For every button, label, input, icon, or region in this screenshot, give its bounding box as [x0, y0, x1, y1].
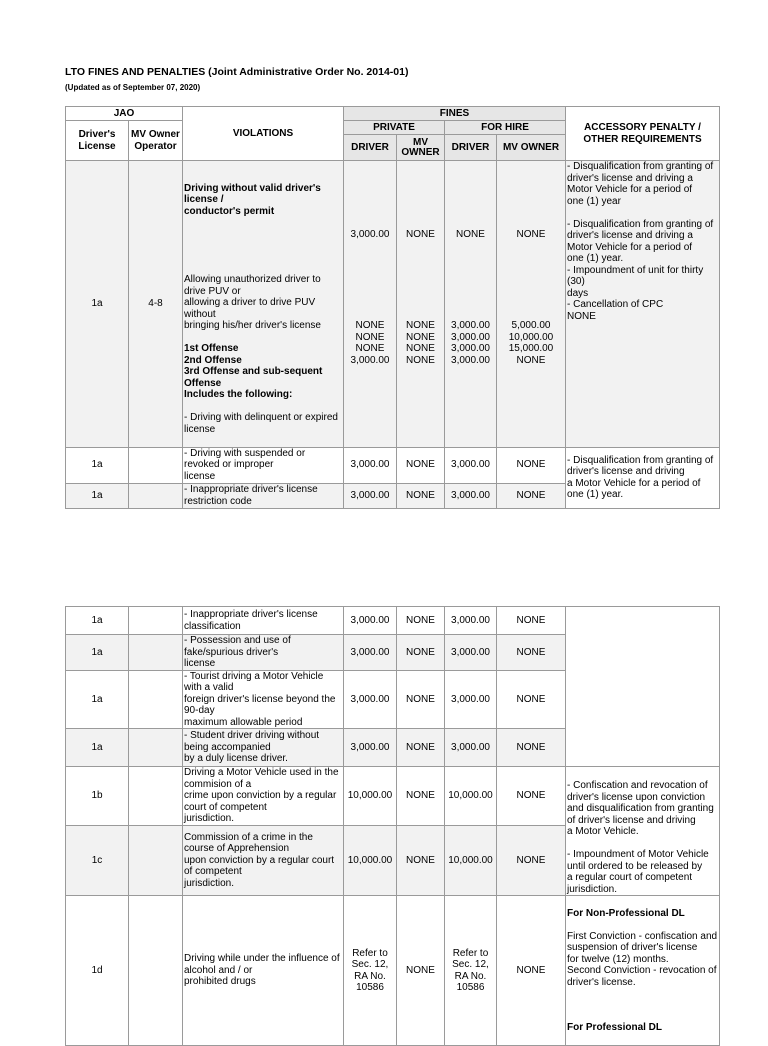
t2-row-operator — [129, 729, 183, 767]
t2-row-private-owner: NONE — [397, 635, 445, 671]
t2-row-private-owner: NONE — [397, 607, 445, 635]
row2-private-owner: NONE — [397, 447, 445, 483]
row2-operator — [129, 447, 183, 483]
t2-row-violation: Driving a Motor Vehicle used in the commision of a crime upon conviction by a regular court of competent jurisdiction. — [183, 767, 344, 826]
row1-violation — [183, 161, 344, 448]
non-professional-dl-text: First Conviction - confiscation and suspension of driver's license for twelve (12) months. Second Conviction - revocation of driver's license. — [567, 930, 718, 988]
row1-operator: 4-8 — [129, 161, 183, 448]
header-private: PRIVATE — [344, 121, 445, 135]
t2-row-hire-owner: NONE — [497, 826, 566, 896]
fines-table-2 — [65, 606, 720, 1046]
t2-row-hire-driver: 10,000.00 — [445, 826, 497, 896]
professional-dl-heading: For Professional DL — [567, 1022, 663, 1033]
row1-private-owner-b: NONE NONE NONE NONE — [406, 320, 435, 366]
t2-row-code: 1a — [66, 635, 129, 671]
row1-private-driver-b: NONE NONE NONE 3,000.00 — [350, 320, 390, 366]
t2-row-operator — [129, 896, 183, 1046]
t2-row-hire-owner: NONE — [497, 635, 566, 671]
t2-row-private-owner: NONE — [397, 896, 445, 1046]
t2-row-hire-owner: NONE — [497, 670, 566, 729]
t2-row-private-driver: 3,000.00 — [344, 670, 397, 729]
t2-row-private-owner: NONE — [397, 826, 445, 896]
t2-row-hire-driver: 3,000.00 — [445, 607, 497, 635]
non-professional-dl-heading: For Non-Professional DL — [567, 907, 685, 919]
t2-row-violation: - Student driver driving without being accompanied by a duly license driver. — [183, 729, 344, 767]
header-for-hire: FOR HIRE — [445, 121, 566, 135]
t2-row-operator — [129, 635, 183, 671]
row1-hire-owner — [497, 161, 566, 448]
t2-row-private-driver: Refer to Sec. 12, RA No. 10586 — [344, 896, 397, 1046]
t2-row-private-owner: NONE — [397, 729, 445, 767]
document-subtitle: (Updated as of September 07, 2020) — [65, 83, 201, 92]
t2-row-hire-owner: NONE — [497, 767, 566, 826]
header-jao: JAO — [66, 107, 183, 121]
row3-hire-driver: 3,000.00 — [445, 483, 497, 508]
t2-accessory-d — [566, 896, 720, 1046]
t2-row-hire-owner: NONE — [497, 896, 566, 1046]
row3-private-driver: 3,000.00 — [344, 483, 397, 508]
t2-row-operator — [129, 670, 183, 729]
row3-code: 1a — [66, 483, 129, 508]
t2-row-violation: Commission of a crime in the course of Apprehension upon conviction by a regular court of competent jurisdiction. — [183, 826, 344, 896]
row1-private-driver-a: 3,000.00 — [350, 228, 390, 240]
row1-code: 1a — [66, 161, 129, 448]
t2-row-operator — [129, 607, 183, 635]
header-accessory: ACCESSORY PENALTY / OTHER REQUIREMENTS — [566, 107, 720, 161]
row2-hire-owner: NONE — [497, 447, 566, 483]
t2-row-code: 1a — [66, 670, 129, 729]
row1-hire-owner-b: 5,000.00 10,000.00 15,000.00 NONE — [508, 320, 554, 366]
row2-hire-driver: 3,000.00 — [445, 447, 497, 483]
row1-hire-driver-a: NONE — [456, 228, 485, 240]
t2-row-hire-driver: 3,000.00 — [445, 635, 497, 671]
row2-code: 1a — [66, 447, 129, 483]
header-hire-mv-owner: MV OWNER — [497, 135, 566, 161]
row2-private-driver: 3,000.00 — [344, 447, 397, 483]
t2-row-violation: Driving while under the influence of alcohol and / or prohibited drugs — [183, 896, 344, 1046]
header-hire-driver: DRIVER — [445, 135, 497, 161]
row1-accessory: - Disqualification from granting of driver's license and driving a Motor Vehicle for a period of one (1) year - Disqualification from granting of driver's license and driving a Motor Vehicle for a period of one (1) year. - Impoundment of unit for thirty (30) days - Cancellation of CPC NONE — [566, 161, 720, 448]
t2-row-hire-owner: NONE — [497, 729, 566, 767]
row1-violation-unauthorized: Allowing unauthorized driver to drive PUV or allowing a driver to drive PUV without bringing his/her driver's license — [184, 274, 321, 331]
row1-private-owner — [397, 161, 445, 448]
t2-accessory-empty — [566, 607, 720, 767]
row3-private-owner: NONE — [397, 483, 445, 508]
header-mv-owner-operator: MV Owner Operator — [129, 121, 183, 161]
header-private-driver: DRIVER — [344, 135, 397, 161]
row1-hire-owner-a: NONE — [516, 228, 546, 240]
row1-violation-heading: Driving without valid driver's license / conductor's permit — [184, 182, 321, 217]
t2-row-private-owner: NONE — [397, 767, 445, 826]
t2-row-code: 1c — [66, 826, 129, 896]
header-fines: FINES — [344, 107, 566, 121]
row1-violation-offenses: 1st Offense 2nd Offense 3rd Offense and sub-sequent Offense Includes the following: — [184, 343, 323, 400]
t2-row-violation: - Tourist driving a Motor Vehicle with a valid foreign driver's license beyond the 90-day maximum allowable period — [183, 670, 344, 729]
fines-table-1 — [65, 106, 720, 509]
t2-row-private-driver: 3,000.00 — [344, 729, 397, 767]
t2-row-hire-driver: 10,000.00 — [445, 767, 497, 826]
t2-row-hire-driver: 3,000.00 — [445, 670, 497, 729]
row1-violation-delinquent: - Driving with delinquent or expired license — [184, 412, 338, 435]
document-title: LTO FINES AND PENALTIES (Joint Administrative Order No. 2014-01) — [65, 66, 409, 78]
row1-private-driver — [344, 161, 397, 448]
t2-row-private-driver: 3,000.00 — [344, 607, 397, 635]
t2-row-private-owner: NONE — [397, 670, 445, 729]
header-drivers-license: Driver's License — [66, 121, 129, 161]
header-violations: VIOLATIONS — [183, 107, 344, 161]
t2-row-private-driver: 3,000.00 — [344, 635, 397, 671]
t2-row-violation: - Possession and use of fake/spurious driver's license — [183, 635, 344, 671]
row3-violation: - Inappropriate driver's license restriction code — [183, 483, 344, 508]
t2-row-hire-driver: Refer to Sec. 12, RA No. 10586 — [445, 896, 497, 1046]
t2-row-private-driver: 10,000.00 — [344, 826, 397, 896]
t2-row-operator — [129, 826, 183, 896]
row1-private-owner-a: NONE — [406, 228, 435, 240]
t2-row-private-driver: 10,000.00 — [344, 767, 397, 826]
row1-hire-driver — [445, 161, 497, 448]
row2-accessory: - Disqualification from granting of driver's license and driving a Motor Vehicle for a period of one (1) year. — [566, 447, 720, 508]
t2-row-code: 1a — [66, 607, 129, 635]
t2-row-operator — [129, 767, 183, 826]
row3-hire-owner: NONE — [497, 483, 566, 508]
row3-operator — [129, 483, 183, 508]
t2-row-code: 1a — [66, 729, 129, 767]
t2-row-hire-owner: NONE — [497, 607, 566, 635]
t2-row-code: 1b — [66, 767, 129, 826]
header-private-mv-owner: MV OWNER — [397, 135, 445, 161]
t2-row-violation: - Inappropriate driver's license classification — [183, 607, 344, 635]
t2-accessory-bc: - Confiscation and revocation of driver's license upon conviction and disqualification from granting of driver's license and driving a Motor Vehicle. - Impoundment of Motor Vehicle until ordered to be released by a regular court of competent jurisdiction. — [566, 767, 720, 896]
row2-violation: - Driving with suspended or revoked or improper license — [183, 447, 344, 483]
row1-hire-driver-b: 3,000.00 3,000.00 3,000.00 3,000.00 — [451, 320, 490, 366]
t2-row-hire-driver: 3,000.00 — [445, 729, 497, 767]
t2-row-code: 1d — [66, 896, 129, 1046]
